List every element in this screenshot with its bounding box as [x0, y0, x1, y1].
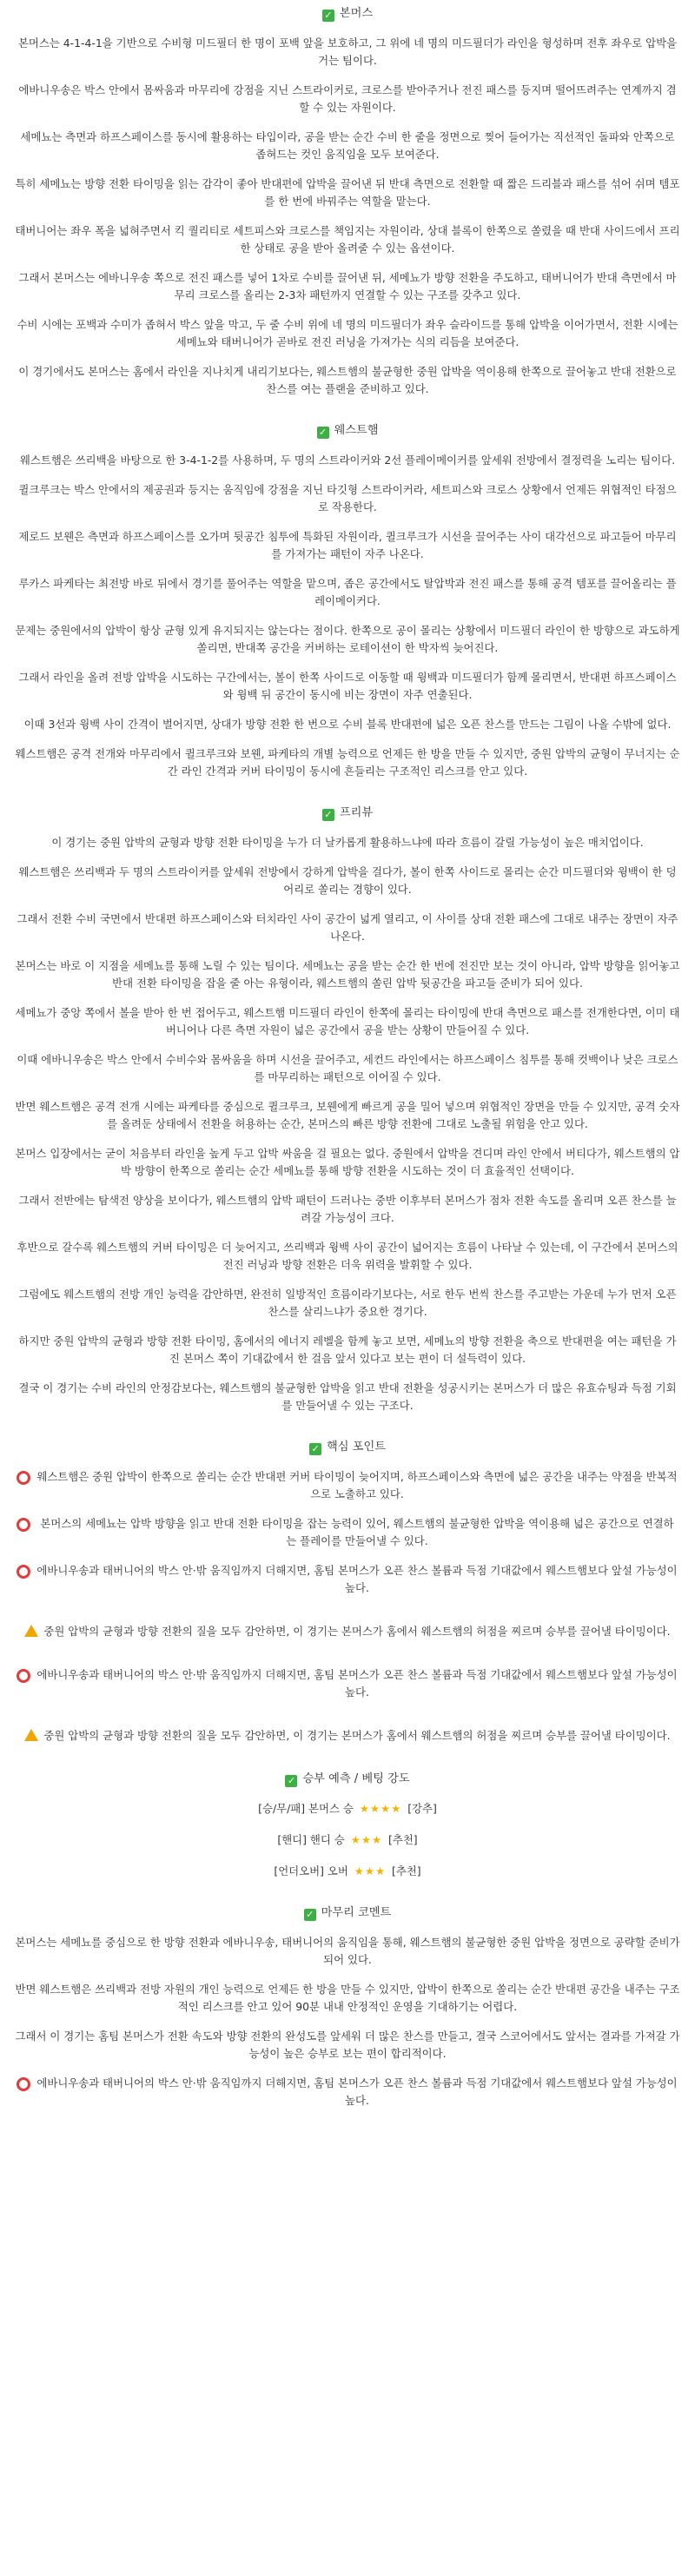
key-point [14, 1727, 681, 1745]
paragraph: 웨스트햄은 공격 전개와 마무리에서 퀼크루크와 보웬, 파케타의 개별 능력으로 언제든 한 방을 만들 수 있지만, 중원 압박의 균형이 무너지는 순간 라인 간격과 커버 타이밍이 동시에 흔들리는 구조적인 리스크를 안고 있다. [15, 747, 680, 778]
check-icon: ✓ [309, 1443, 321, 1455]
paragraph: 루카스 파케타는 최전방 바로 뒤에서 경기를 풀어주는 역할을 맡으며, 좁은 공간에서도 탈압박과 전진 패스를 통해 공격 템포를 끌어올리는 플레이메이커다. [18, 577, 677, 607]
paragraph: 태버니어는 좌우 폭을 넓혀주면서 킥 퀄리티로 세트피스와 크로스를 책임지는 자원이라, 상대 블록이 한쪽으로 쏠렸을 때 반대 사이드에서 프리한 상태로 공을 받아 올려줄 수 있는 옵션이다. [15, 224, 680, 255]
check-icon: ✓ [317, 427, 329, 439]
section-closing [14, 1904, 681, 2109]
red-circle-icon [17, 2077, 30, 2091]
section-title-text: 프리뷰 [339, 806, 374, 819]
check-icon: ✓ [304, 1909, 316, 1921]
star-rating-icon: ★★★ [350, 1833, 383, 1846]
prediction-strength: [추천] [392, 1864, 421, 1877]
red-circle-icon [17, 1565, 30, 1579]
section-title-text: 핵심 포인트 [327, 1440, 386, 1454]
key-point [14, 2075, 681, 2109]
check-icon: ✓ [322, 10, 334, 22]
paragraph: 이 경기는 중원 압박의 균형과 방향 전환 타이밍을 누가 더 날카롭게 활용하느냐에 따라 흐름이 갈릴 가능성이 높은 매치업이다. [51, 836, 644, 849]
prediction-strength: [강추] [407, 1802, 437, 1815]
paragraph: 본머스는 바로 이 지점을 세메뇨를 통해 노릴 수 있는 팀이다. 세메뇨는 공을 받는 순간 한 번에 전진만 보는 것이 아니라, 압박 방향을 읽어놓고 반대 전환 타이밍을 잡을 줄 아는 유형이라, 웨스트햄의 쏠린 압박 뒷공간을 파고들 준비가 되어 있다. [15, 959, 680, 990]
prediction-line [14, 1863, 681, 1880]
key-point [14, 1666, 681, 1701]
red-circle-icon [17, 1471, 30, 1485]
paragraph: 제로드 보웬은 측면과 하프스페이스를 오가며 뒷공간 침투에 특화된 자원이라, 퀼크루크가 시선을 끌어주는 사이 대각선으로 파고들어 마무리를 가져가는 패턴이 자주 나온다. [18, 530, 677, 560]
paragraph: 결국 이 경기는 수비 라인의 안정감보다는, 웨스트햄의 불균형한 압박을 읽고 반대 전환을 성공시키는 본머스가 더 많은 유효슈팅과 득점 기회를 만들어낼 수 있는 구조다. [18, 1381, 677, 1412]
check-icon: ✓ [322, 809, 334, 821]
paragraph: 그래서 전환 수비 국면에서 반대편 하프스페이스와 터치라인 사이 공간이 넓게 열리고, 이 사이를 상대 전환 패스에 그대로 내주는 장면이 자주 나온다. [17, 912, 678, 943]
paragraph: 특히 세메뇨는 방향 전환 타이밍을 읽는 감각이 좋아 반대편에 압박을 끌어낸 뒤 반대 측면으로 전환할 때 짧은 드리블과 패스를 섞어 쉬며 템포를 한 번에 바꿔주는 역할을 맡는다. [15, 177, 680, 208]
paragraph: 세메뇨는 측면과 하프스페이스를 동시에 활용하는 타입이라, 공을 받는 순간 수비 한 줄을 정면으로 찢어 들어가는 직선적인 돌파와 안쪽으로 좁혀드는 컷인 움직임을 모두 보여준다. [20, 130, 675, 161]
star-rating-icon: ★★★★ [359, 1802, 402, 1815]
key-point-text: 에바니우송과 태버니어의 박스 안·밖 움직임까지 더해지면, 홈팀 본머스가 오픈 찬스 볼륨과 득점 기대값에서 웨스트햄보다 앞설 가능성이 높다. [36, 1564, 678, 1594]
paragraph: 이때 3선과 윙백 사이 간격이 벌어지면, 상대가 방향 전환 한 번으로 수비 블록 반대편에 넓은 오픈 찬스를 만드는 그림이 나올 수밖에 없다. [23, 718, 672, 731]
section-title [14, 805, 681, 822]
paragraph: 이 경기에서도 본머스는 홈에서 라인을 지나치게 내리기보다는, 웨스트햄의 불균형한 중원 압박을 역이용해 한쪽으로 끌어놓고 반대 전환으로 찬스를 여는 플랜을 준비하고 있다. [18, 365, 677, 395]
paragraph: 그래서 라인을 올려 전방 압박을 시도하는 구간에서는, 볼이 한쪽 사이드로 이동할 때 윙백과 미드필더가 함께 몰리면서, 반대편 하프스페이스와 윙백 뒤 공간이 동시에 비는 장면이 자주 연출된다. [18, 671, 677, 701]
red-circle-icon [17, 1669, 30, 1683]
key-point [14, 1515, 681, 1550]
section-title-text: 본머스 [339, 7, 374, 20]
section-westham [14, 422, 681, 780]
section-title [14, 5, 681, 23]
prediction-strength: [추천] [388, 1833, 418, 1846]
section-title [14, 1904, 681, 1922]
section-prediction [14, 1771, 681, 1880]
paragraph: 그래서 전반에는 탐색전 양상을 보이다가, 웨스트햄의 압박 패턴이 드러나는 중반 이후부터 본머스가 점차 전환 속도를 올리며 오픈 찬스를 늘려갈 가능성이 크다. [18, 1194, 677, 1224]
key-point [14, 1468, 681, 1503]
section-bournemouth [14, 5, 681, 398]
key-point [14, 1623, 681, 1640]
prediction-market: [언더오버] 오버 [274, 1864, 348, 1877]
paragraph: 문제는 중원에서의 압박이 항상 균형 있게 유지되지는 않는다는 점이다. 한쪽으로 공이 몰리는 상황에서 미드필더 라인이 한 방향으로 과도하게 쏠리면, 반대쪽 공간을 커버하는 로테이션이 한 박자씩 늦어진다. [15, 624, 680, 654]
prediction-line [14, 1831, 681, 1849]
warning-icon [24, 1729, 38, 1741]
paragraph: 그래서 이 경기는 홈팀 본머스가 전환 속도와 방향 전환의 완성도를 앞세워 더 많은 찬스를 만들고, 결국 스코어에서도 앞서는 결과를 가져갈 가능성이 높은 승부로 보는 편이 합리적이다. [15, 2030, 680, 2060]
paragraph: 퀼크루크는 박스 안에서의 제공권과 등지는 움직임에 강점을 지닌 타깃형 스트라이커라, 세트피스와 크로스 상황에서 언제든 위협적인 타점으로 작용한다. [18, 483, 677, 513]
warning-icon [24, 1625, 38, 1637]
section-title-text: 승부 예측 / 베팅 강도 [302, 1772, 410, 1785]
paragraph: 웨스트햄은 쓰리백과 두 명의 스트라이커를 앞세워 전방에서 강하게 압박을 걸다가, 볼이 한쪽 사이드로 몰리는 순간 미드필더와 윙백이 한 덩어리로 쏠리는 경향이 있다. [18, 865, 677, 896]
section-title [14, 422, 681, 440]
section-keypoints [14, 1439, 681, 1745]
section-title [14, 1771, 681, 1788]
paragraph: 반면 웨스트햄은 쓰리백과 전방 자원의 개인 능력으로 언제든 한 방을 만들 수 있지만, 압박이 한쪽으로 쏠리는 순간 반대편 공간을 내주는 구조적인 리스크를 안고 있어 90분 내내 안정적인 운영을 기대하기는 어렵다. [15, 1983, 680, 2013]
paragraph: 웨스트햄은 쓰리백을 바탕으로 한 3-4-1-2를 사용하며, 두 명의 스트라이커와 2선 플레이메이커를 앞세워 전방에서 결정력을 노리는 팀이다. [19, 454, 676, 467]
check-icon: ✓ [285, 1775, 297, 1787]
paragraph: 에바니우송은 박스 안에서 몸싸움과 마무리에 강점을 지닌 스트라이커로, 크로스를 받아주거나 전진 패스를 등지며 떨어뜨려주는 연계까지 겸할 수 있는 자원이다. [18, 83, 677, 114]
paragraph: 본머스 입장에서는 굳이 처음부터 라인을 높게 두고 압박 싸움을 걸 필요는 없다. 중원에서 압박을 견디며 라인 안에서 버티다가, 웨스트햄의 압박 방향이 한쪽으로 쏠리는 순간 세메뇨를 통해 방향 전환을 시도하는 것이 더 효율적인 선택이다. [15, 1147, 680, 1177]
prediction-market: [핸디] 핸디 승 [277, 1833, 345, 1846]
section-title-text: 웨스트햄 [334, 424, 379, 437]
paragraph: 세메뇨가 중앙 쪽에서 볼을 받아 한 번 접어두고, 웨스트햄 미드필더 라인이 한쪽에 몰리는 타이밍에 반대 측면으로 패스를 전개한다면, 이미 태버니어나 다른 측면 자원이 넓은 공간에서 공을 받는 상황이 만들어질 수 있다. [15, 1006, 680, 1036]
paragraph: 그래서 본머스는 에바니우송 쪽으로 전진 패스를 넣어 1차로 수비를 끌어낸 뒤, 세메뇨가 방향 전환을 주도하고, 태버니어가 반대 측면에서 마무리 크로스를 올리는 2-3차 패턴까지 연결할 수 있는 구조를 갖추고 있다. [18, 271, 677, 301]
key-point-text: 중원 압박의 균형과 방향 전환의 질을 모두 감안하면, 이 경기는 본머스가 홈에서 웨스트햄의 허점을 찌르며 승부를 끌어낼 타이밍이다. [43, 1729, 671, 1742]
paragraph: 이때 에바니우송은 박스 안에서 수비수와 몸싸움을 하며 시선을 끌어주고, 세컨드 라인에서는 하프스페이스 침투를 통해 컷백이나 낮은 크로스를 마무리하는 패턴으로 이어질 수 있다. [17, 1053, 678, 1083]
section-preview [14, 805, 681, 1414]
key-point [14, 1562, 681, 1597]
key-point-text: 에바니우송과 태버니어의 박스 안·밖 움직임까지 더해지면, 홈팀 본머스가 오픈 찬스 볼륨과 득점 기대값에서 웨스트햄보다 앞설 가능성이 높다. [36, 1668, 678, 1699]
paragraph: 후반으로 갈수록 웨스트햄의 커버 타이밍은 더 늦어지고, 쓰리백과 윙백 사이 공간이 넓어지는 흐름이 나타날 수 있는데, 이 구간에서 본머스의 전진 러닝과 방향 전환은 더욱 위력을 발휘할 수 있다. [17, 1241, 678, 1271]
section-title-text: 마무리 코멘트 [321, 1906, 392, 1919]
key-point-text: 중원 압박의 균형과 방향 전환의 질을 모두 감안하면, 이 경기는 본머스가 홈에서 웨스트햄의 허점을 찌르며 승부를 끌어낼 타이밍이다. [43, 1625, 671, 1638]
paragraph: 하지만 중원 압박의 균형과 방향 전환 타이밍, 홈에서의 에너지 레벨을 함께 놓고 보면, 세메뇨의 방향 전환을 축으로 반대편을 여는 패턴을 가진 본머스 쪽이 기대값에서 한 걸음 앞서 있다고 보는 편이 더 설득력이 있다. [18, 1334, 677, 1365]
prediction-line [14, 1800, 681, 1818]
key-point-text: 에바니우송과 태버니어의 박스 안·밖 움직임까지 더해지면, 홈팀 본머스가 오픈 찬스 볼륨과 득점 기대값에서 웨스트햄보다 앞설 가능성이 높다. [36, 2076, 678, 2107]
prediction-market: [승/무/패] 본머스 승 [258, 1802, 354, 1815]
key-point-text: 본머스의 세메뇨는 압박 방향을 읽고 반대 전환 타이밍을 잡는 능력이 있어, 웨스트햄의 불균형한 압박을 역이용해 넓은 공간으로 연결하는 플레이를 만들어낼 수 있다. [40, 1517, 674, 1547]
star-rating-icon: ★★★ [354, 1864, 387, 1877]
key-point-text: 웨스트햄은 중원 압박이 한쪽으로 쏠리는 순간 반대편 커버 타이밍이 늦어지며, 하프스페이스와 측면에 넓은 공간을 내주는 약점을 반복적으로 노출하고 있다. [36, 1470, 678, 1500]
paragraph: 반면 웨스트햄은 공격 전개 시에는 파케타를 중심으로 퀼크루크, 보웬에게 빠르게 공을 밀어 넣으며 위협적인 장면을 만들 수 있지만, 공격 숫자를 올려둔 상태에서 전환을 허용하는 순간, 본머스의 빠른 방향 전환에 그대로 노출될 위험을 안고 있다. [15, 1100, 680, 1130]
paragraph: 수비 시에는 포백과 수미가 좁혀서 박스 앞을 막고, 두 줄 수비 위에 네 명의 미드필더가 좌우 슬라이드를 통해 압박을 이어가면서, 전환 시에는 세메뇨와 태버니어가 곧바로 전진 러닝을 가져가는 식의 리듬을 보여준다. [17, 318, 678, 348]
section-title [14, 1439, 681, 1456]
paragraph: 본머스는 세메뇨를 중심으로 한 방향 전환과 에바니우송, 태버니어의 움직임을 통해, 웨스트햄의 불균형한 중원 압박을 정면으로 공략할 준비가 되어 있다. [15, 1936, 680, 1966]
paragraph: 본머스는 4-1-4-1을 기반으로 수비형 미드필더 한 명이 포백 앞을 보호하고, 그 위에 네 명의 미드필더가 라인을 형성하며 전후 좌우로 압박을 거는 팀이다. [17, 36, 678, 67]
red-circle-icon [17, 1518, 30, 1532]
paragraph: 그럼에도 웨스트햄의 전방 개인 능력을 감안하면, 완전히 일방적인 흐름이라기보다는, 서로 한두 번씩 찬스를 주고받는 가운데 누가 먼저 오픈 찬스를 살리느냐가 중요한 경기다. [18, 1288, 677, 1318]
